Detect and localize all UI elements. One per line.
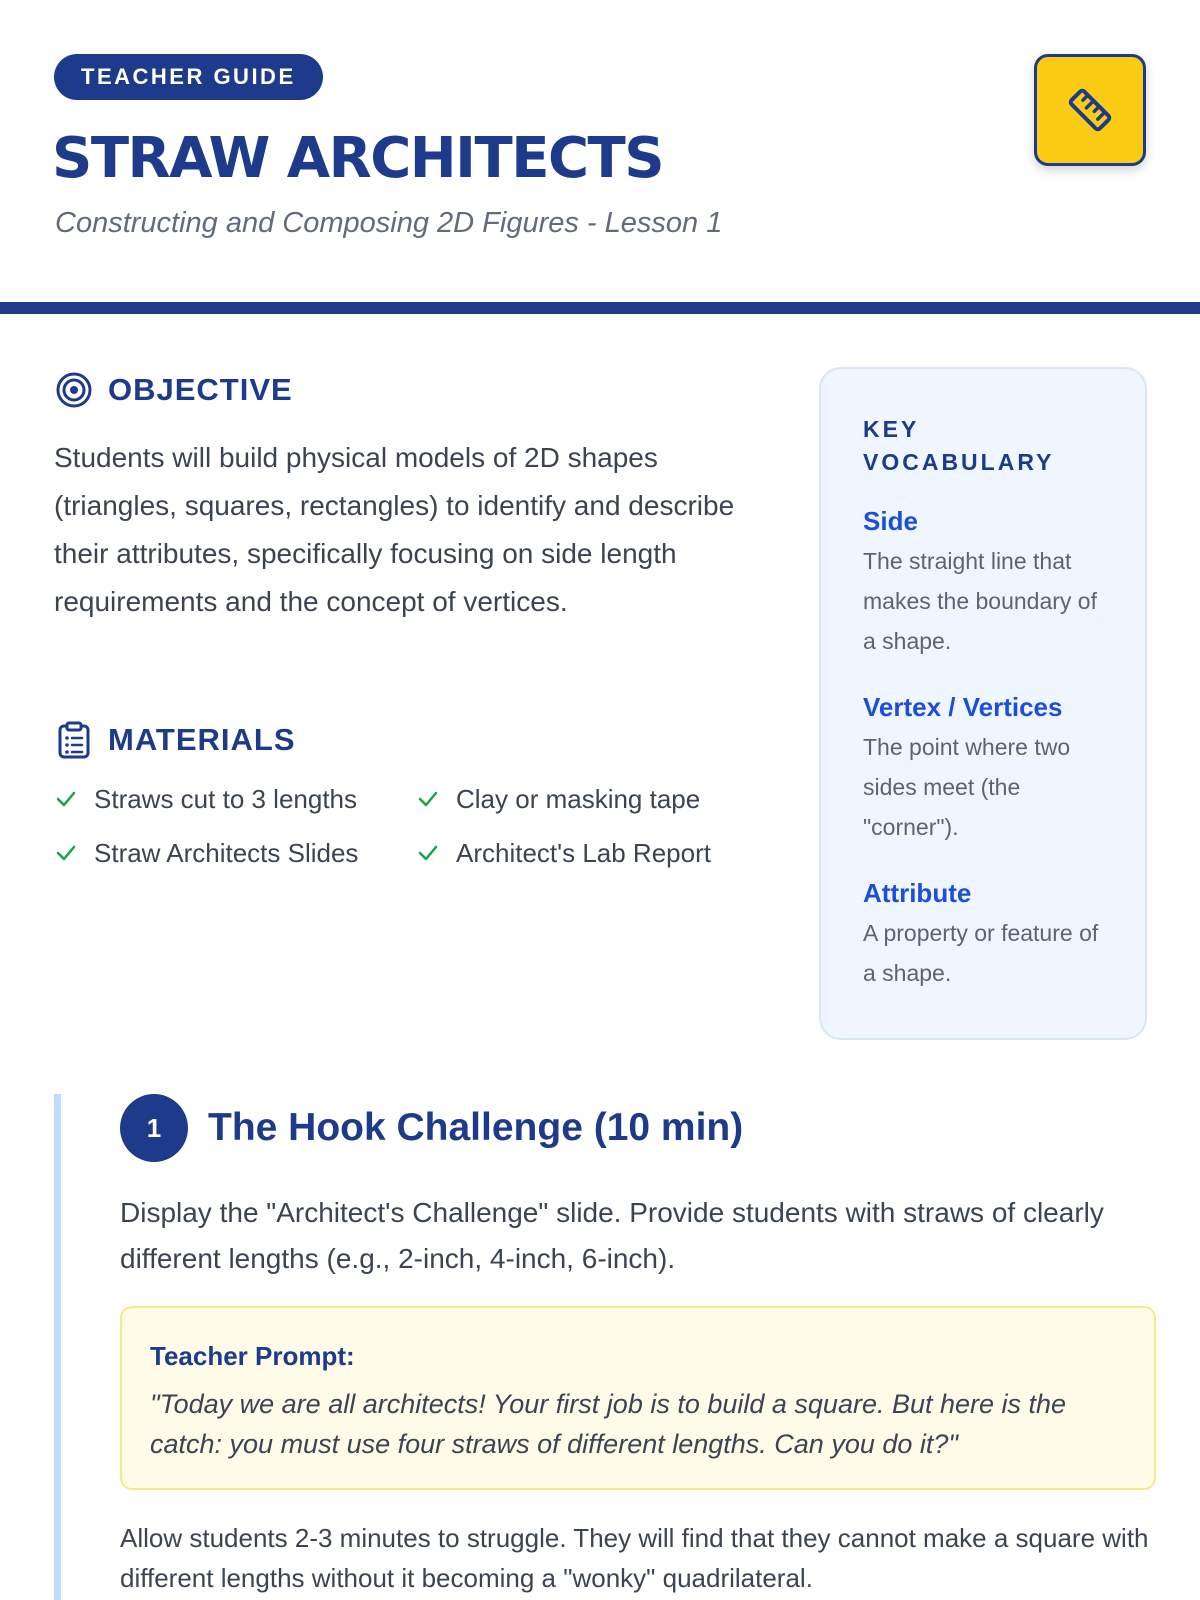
ruler-icon (1064, 84, 1116, 136)
teacher-prompt-box (120, 1306, 1156, 1490)
clipboard-icon (54, 720, 94, 760)
check-icon (416, 841, 440, 865)
materials-list (54, 780, 774, 872)
step-1-section (54, 1094, 1148, 1600)
vocab-term-name: Attribute (863, 878, 972, 908)
vocab-term (863, 873, 1105, 993)
check-icon (54, 841, 78, 865)
ruler-badge (1034, 54, 1146, 166)
step-number-badge: 1 (120, 1094, 188, 1162)
list-item (54, 834, 416, 872)
step-description: Display the "Architect's Challenge" slide. Provide students with straws of clearly different lengths (e.g., 2-inch, 4-inch, 6-inch). (120, 1197, 1104, 1274)
teacher-guide-badge: TEACHER GUIDE (54, 54, 323, 100)
vocabulary-card (819, 367, 1147, 1040)
check-icon (54, 787, 78, 811)
list-item (416, 834, 774, 872)
material-label: Straw Architects Slides (94, 838, 359, 868)
check-icon (416, 787, 440, 811)
step-title: The Hook Challenge (10 min) (208, 1106, 744, 1149)
vocab-term-definition: A property or feature of a shape. (863, 920, 1099, 986)
material-label: Clay or masking tape (456, 784, 701, 814)
materials-label: MATERIALS (108, 722, 296, 757)
list-item (54, 780, 416, 818)
teacher-prompt-quote: "Today we are all architects! Your first job is to build a square. But here is the catch: you must use four straws of different lengths. Can you do it?" (150, 1389, 1067, 1459)
list-item (416, 780, 774, 818)
vocab-term-name: Vertex / Vertices (863, 692, 1063, 722)
material-label: Architect's Lab Report (456, 838, 711, 868)
page-subtitle: Constructing and Composing 2D Figures - Lesson 1 (55, 207, 723, 239)
teacher-prompt-label: Teacher Prompt: (150, 1341, 355, 1371)
vocabulary-title: KEY VOCABULARY (863, 416, 1055, 475)
materials-heading (54, 720, 296, 760)
vocab-term (863, 501, 1105, 661)
objective-heading (54, 370, 293, 410)
vocab-term-name: Side (863, 506, 918, 536)
material-label: Straws cut to 3 lengths (94, 784, 358, 814)
objective-label: OBJECTIVE (108, 372, 293, 407)
step-followup-text: Allow students 2-3 minutes to struggle. They will find that they cannot make a square with different lengths without it becoming a "wonky" quadrilateral. (120, 1523, 1149, 1593)
vocab-term-definition: The straight line that makes the boundary of a shape. (863, 548, 1097, 654)
objective-text: Students will build physical models of 2D shapes (triangles, squares, rectangles) to identify and describe their attributes, specifically focusing on side length requirements and the concept of vertices. (54, 442, 735, 617)
vocab-term (863, 687, 1105, 847)
page-title: STRAW ARCHITECTS (52, 126, 664, 191)
vocab-term-definition: The point where two sides meet (the "corner"). (863, 734, 1071, 840)
page-header (0, 0, 1200, 314)
target-icon (54, 370, 94, 410)
